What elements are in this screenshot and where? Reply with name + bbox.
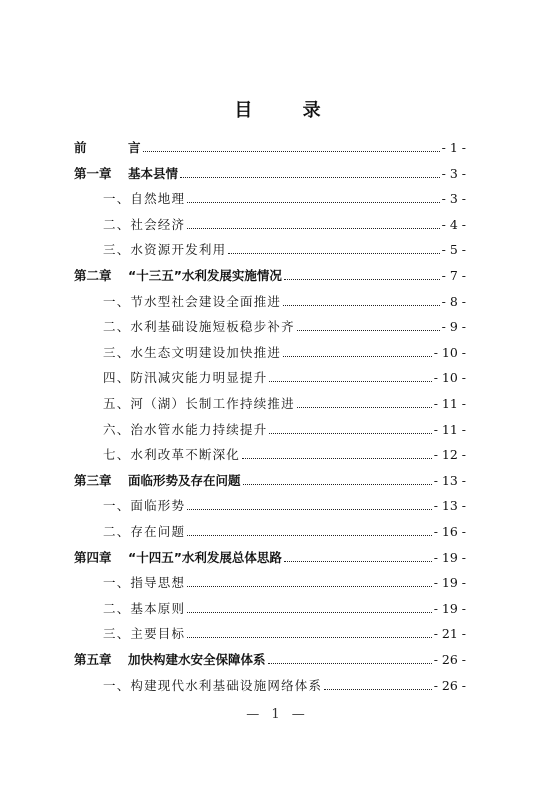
toc-page-number: - 11 -: [433, 421, 466, 437]
toc-dot-leader: [187, 611, 431, 613]
toc-chapter-number: 前: [74, 140, 87, 155]
toc-entry-label: 一、指导思想: [103, 575, 186, 591]
toc-page-number: - 19 -: [433, 600, 466, 616]
toc-page-number: - 26 -: [433, 652, 466, 667]
toc-section-entry[interactable]: [103, 443, 466, 463]
toc-dot-leader: [187, 227, 439, 229]
toc-dot-leader: [187, 585, 431, 587]
toc-section-entry[interactable]: [103, 597, 466, 617]
toc-section-entry[interactable]: [103, 213, 466, 233]
toc-page-number: - 26 -: [433, 677, 466, 693]
toc-chapter-entry[interactable]: [74, 546, 466, 566]
toc-dot-leader: [242, 457, 432, 459]
toc-chapter-entry[interactable]: [74, 469, 466, 489]
toc-entry-label: 二、存在问题: [103, 524, 186, 539]
toc-dot-leader: [284, 278, 440, 280]
toc-entry-label: 一、自然地理: [103, 191, 186, 207]
toc-chapter-number: 第二章: [74, 268, 112, 283]
toc-entry-label: [74, 166, 178, 182]
toc-section-entry[interactable]: [103, 187, 466, 207]
toc-entry-label: 五、河（湖）长制工作持续推进: [103, 396, 295, 411]
toc-page-number: - 19 -: [433, 549, 466, 565]
toc-page-number: - 1 -: [441, 140, 466, 155]
toc-entry-label: 三、水生态文明建设加快推进: [103, 344, 282, 360]
page-number-footer: — 1 —: [246, 707, 309, 722]
toc-page-number: - 13 -: [433, 498, 466, 514]
toc-entry-label: 七、水利改革不断深化: [103, 447, 241, 463]
toc-page-number: - 19 -: [433, 575, 466, 591]
toc-dot-leader: [268, 662, 432, 664]
toc-section-entry[interactable]: [103, 341, 466, 361]
toc-entry-label: 二、基本原则: [103, 600, 186, 616]
toc-chapter-title: “十四五”水利发展总体思路: [128, 549, 282, 565]
toc-entry-label: 一、面临形势: [103, 498, 186, 514]
toc-page-number: - 10 -: [433, 370, 466, 386]
toc-dot-leader: [269, 380, 431, 382]
toc-section-entry[interactable]: [103, 315, 466, 335]
toc-section-entry[interactable]: [103, 290, 466, 310]
toc-chapter-title: 面临形势及存在问题: [128, 472, 241, 488]
toc-section-entry[interactable]: [103, 392, 466, 412]
toc-page-number: - 5 -: [441, 242, 466, 258]
toc-section-entry[interactable]: [103, 494, 466, 514]
toc-dot-leader: [228, 252, 439, 254]
toc-chapter-title: “十三五”水利发展实施情况: [128, 268, 282, 283]
toc-page-number: - 16 -: [433, 524, 466, 539]
toc-dot-leader: [187, 508, 431, 510]
toc-dot-leader: [283, 355, 432, 357]
toc-page-number: - 3 -: [441, 165, 466, 181]
toc-title: 目 录: [234, 100, 343, 121]
toc-entry-label: 四、防汛减灾能力明显提升: [103, 370, 268, 386]
toc-dot-leader: [297, 406, 432, 408]
toc-dot-leader: [243, 483, 432, 485]
toc-entry-label: 二、社会经济: [103, 216, 186, 232]
toc-page-number: - 3 -: [441, 191, 466, 207]
toc-section-entry[interactable]: [103, 366, 466, 386]
toc-entry-label: 六、治水管水能力持续提升: [103, 421, 268, 437]
toc-dot-leader: [269, 432, 431, 434]
toc-entry-label: [74, 550, 282, 566]
toc-entry-label: 三、水资源开发利用: [103, 242, 227, 258]
toc-section-entry[interactable]: [103, 674, 466, 694]
toc-section-entry[interactable]: [103, 238, 466, 258]
toc-page-number: - 13 -: [433, 472, 466, 488]
toc-section-entry[interactable]: [103, 571, 466, 591]
toc-section-entry[interactable]: [103, 622, 466, 642]
toc-entry-label: 三、主要目标: [103, 626, 186, 642]
toc-dot-leader: [180, 176, 440, 178]
toc-dot-leader: [324, 688, 431, 690]
toc-chapter-entry[interactable]: [74, 162, 466, 182]
toc-chapter-entry[interactable]: [74, 136, 466, 156]
toc-entry-label: [74, 140, 141, 156]
toc-entry-label: 一、构建现代水利基础设施网络体系: [103, 677, 323, 693]
toc-chapter-entry[interactable]: [74, 264, 466, 284]
toc-chapter-number: 第一章: [74, 165, 112, 181]
toc-page-number: - 9 -: [441, 319, 466, 335]
toc-dot-leader: [143, 150, 440, 152]
toc-dot-leader: [187, 534, 431, 536]
toc-page-number: - 8 -: [441, 293, 466, 309]
toc-chapter-number: 第四章: [74, 549, 112, 565]
toc-entry-label: [74, 652, 266, 668]
toc-entry-label: [74, 268, 282, 284]
toc-dot-leader: [297, 329, 440, 331]
toc-section-entry[interactable]: [103, 418, 466, 438]
toc-page-number: - 4 -: [441, 216, 466, 232]
toc-chapter-title: 加快构建水安全保障体系: [128, 652, 266, 667]
toc-chapter-entry[interactable]: [74, 648, 466, 668]
toc-section-entry[interactable]: [103, 520, 466, 540]
toc-entry-label: 一、节水型社会建设全面推进: [103, 293, 282, 309]
toc-dot-leader: [284, 560, 432, 562]
toc-dot-leader: [283, 304, 440, 306]
toc-page-number: - 11 -: [433, 396, 466, 411]
toc-chapter-title: 言: [128, 140, 141, 155]
toc-chapter-number: 第五章: [74, 652, 112, 667]
toc-chapter-title: 基本县情: [128, 165, 179, 181]
toc-entry-label: [74, 473, 241, 489]
toc-entry-label: 二、水利基础设施短板稳步补齐: [103, 319, 295, 335]
toc-chapter-number: 第三章: [74, 472, 112, 488]
toc-page-number: - 7 -: [441, 268, 466, 283]
toc-dot-leader: [187, 636, 431, 638]
toc-dot-leader: [187, 201, 439, 203]
toc-page-number: - 21 -: [433, 626, 466, 642]
toc-page-number: - 10 -: [433, 344, 466, 360]
toc-page-number: - 12 -: [433, 447, 466, 463]
